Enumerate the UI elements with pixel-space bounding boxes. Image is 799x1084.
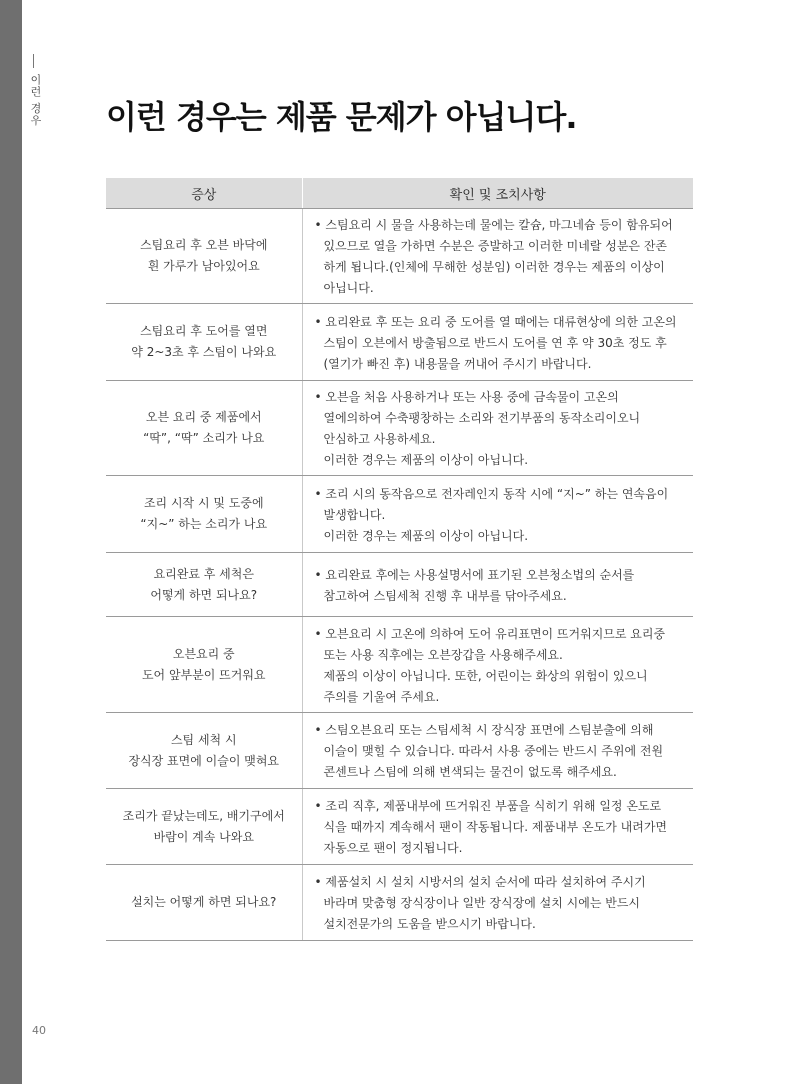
table-row (106, 476, 693, 553)
header-action: 확인 및 조치사항 (302, 178, 693, 209)
action-text: • 오븐을 처음 사용하거나 또는 사용 중에 금속물이 고온의 열에의하여 수축팽창하는 소리와 전기부품의 동작소리이오니 안심하고 사용하세요. 이러한 경우는 제품의 이상이 아닙니다. (314, 390, 641, 467)
sidebar-strip (0, 0, 22, 1084)
symptom-cell (106, 865, 302, 941)
section-label: 이런 경우 (29, 74, 42, 127)
action-cell (302, 617, 693, 713)
symptom-cell (106, 381, 302, 476)
symptom-cell (106, 476, 302, 553)
symptom-cell (106, 789, 302, 865)
symptom-text: 스팀요리 후 오븐 바닥에 흰 가루가 남아있어요 (140, 238, 268, 273)
symptom-text: 요리완료 후 세척은 어떻게 하면 되나요? (150, 566, 258, 602)
action-cell (302, 381, 693, 476)
symptom-cell (106, 209, 302, 304)
symptom-text: 설치는 어떻게 하면 되나요? (131, 895, 277, 909)
action-cell (302, 209, 693, 304)
symptom-text: 조리가 끝났는데도, 배기구에서 바람이 계속 나와요 (122, 808, 285, 844)
symptom-text: 스팀요리 후 도어를 열면 약 2~3초 후 스팀이 나와요 (131, 324, 277, 359)
action-cell (302, 553, 693, 617)
action-cell (302, 865, 693, 941)
symptom-cell (106, 304, 302, 381)
symptom-text: 스팀 세척 시 장식장 표면에 이슬이 맺혀요 (128, 732, 280, 768)
action-text: • 조리 직후, 제품내부에 뜨거워진 부품을 식히기 위해 일정 온도로 식을 때까지 계속해서 팬이 작동됩니다. 제품내부 온도가 내려가면 자동으로 팬이 정지됩니다. (314, 799, 668, 855)
table-row (106, 713, 693, 789)
table-row (106, 789, 693, 865)
symptom-cell (106, 553, 302, 617)
action-text: • 요리완료 후에는 사용설명서에 표기된 오븐청소법의 순서를 참고하여 스팀세척 진행 후 내부를 닦아주세요. (314, 567, 635, 603)
header-symptom: 증상 (106, 178, 302, 209)
table-row (106, 865, 693, 941)
table-row (106, 304, 693, 381)
table-row (106, 553, 693, 617)
action-text: • 스팀오븐요리 또는 스팀세척 시 장식장 표면에 스팀분출에 의해 이슬이 맺힐 수 있습니다. 따라서 사용 중에는 반드시 주위에 전원 콘센트나 스팀에 의해 변색되는 물건이 없도록 해주세요. (314, 723, 664, 779)
symptom-cell (106, 713, 302, 789)
action-text: • 조리 시의 동작음으로 전자레인지 동작 시에 “지~” 하는 연속음이 발생합니다. 이러한 경우는 제품의 이상이 아닙니다. (314, 486, 669, 543)
action-text: • 오븐요리 시 고온에 의하여 도어 유리표면이 뜨거워지므로 요리중 또는 사용 직후에는 오븐장갑을 사용해주세요. 제품의 이상이 아닙니다. 또한, 어린이는 화상의 위험이 있으니 주의를 기울여 주세요. (314, 626, 666, 704)
action-cell (302, 476, 693, 553)
symptom-text: 오븐 요리 중 제품에서 “딱”, “딱” 소리가 나요 (143, 410, 265, 445)
action-text: • 제품설치 시 설치 시방서의 설치 순서에 따라 설치하여 주시기 바라며 맞춤형 장식장이나 일반 장식장에 설치 시에는 반드시 설치전문가의 도움을 받으시기 바랍니다. (314, 875, 646, 931)
symptom-cell (106, 617, 302, 713)
symptom-text: 오븐요리 중 도어 앞부분이 뜨거워요 (141, 646, 266, 682)
action-cell (302, 789, 693, 865)
faq-table (106, 178, 693, 941)
action-cell (302, 713, 693, 789)
table-header-row (106, 178, 693, 209)
table-row (106, 381, 693, 476)
table-row (106, 209, 693, 304)
page-title: 이런 경우는 제품 문제가 아닙니다. (106, 98, 577, 136)
action-text: • 스팀요리 시 물을 사용하는데 물에는 칼슘, 마그네슘 등이 함유되어 있으므로 열을 가하면 수분은 증발하고 이러한 미네랄 성분은 잔존 하게 됩니다.(인체에 무해한 성분임) 이러한 경우는 제품의 이상이 아닙니다. (314, 218, 673, 295)
page-number: 40 (32, 1024, 46, 1037)
section-divider (33, 54, 34, 68)
action-text: • 요리완료 후 또는 요리 중 도어를 열 때에는 대류현상에 의한 고온의 스팀이 오븐에서 방출됨으로 반드시 도어를 연 후 약 30초 정도 후 (열기가 빠진 후) 내용물을 꺼내어 주시기 바랍니다. (314, 314, 677, 371)
symptom-text: 조리 시작 시 및 도중에 “지~” 하는 소리가 나요 (140, 496, 268, 531)
table-row (106, 617, 693, 713)
action-cell (302, 304, 693, 381)
